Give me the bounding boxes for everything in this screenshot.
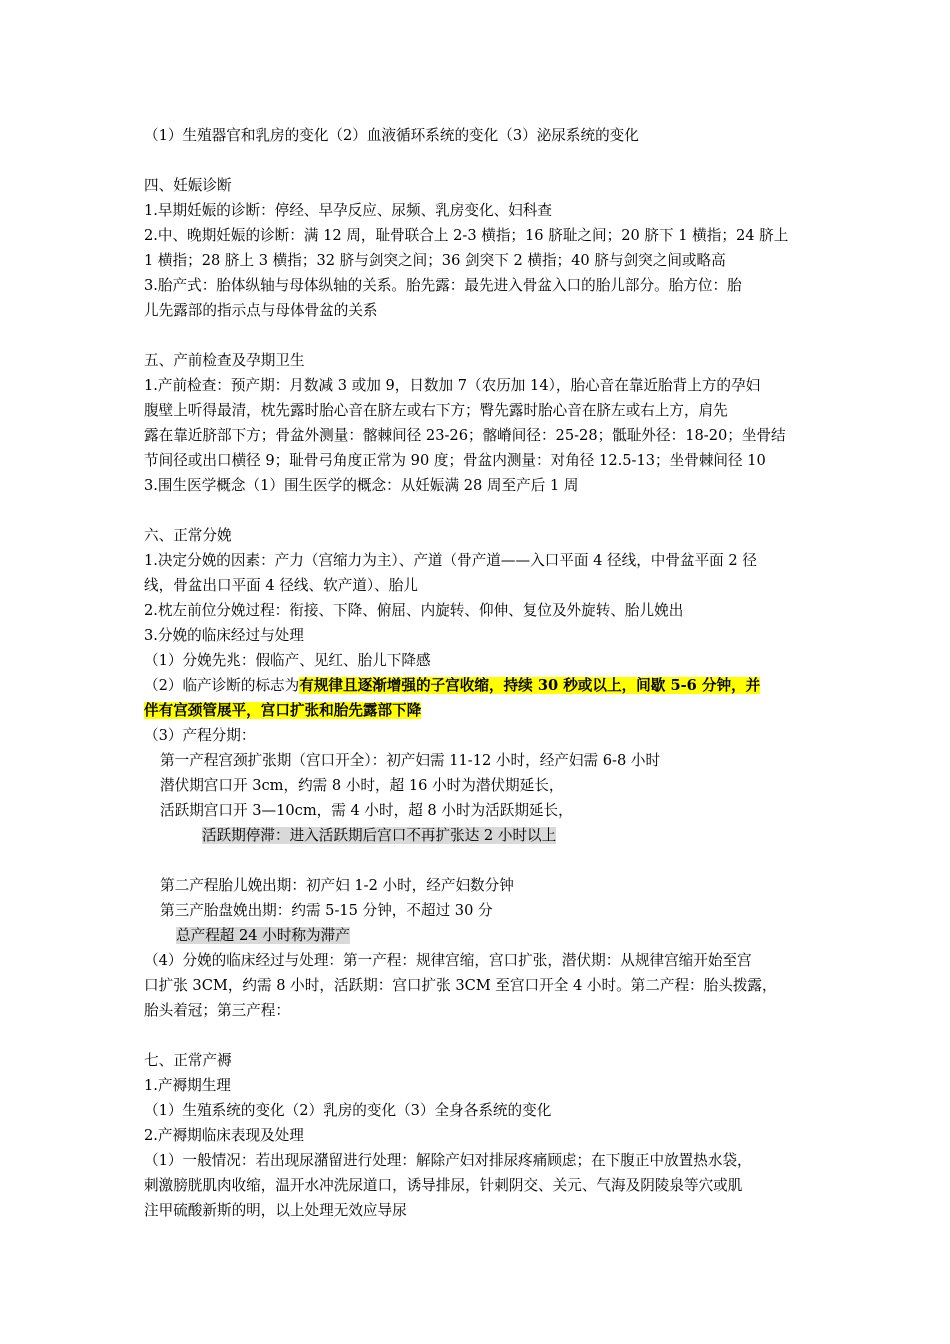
text-line: 2.枕左前位分娩过程：衔接、下降、俯屈、内旋转、仰伸、复位及外旋转、胎儿娩出 bbox=[144, 602, 684, 619]
text-line: 胎头着冠；第三产程： bbox=[144, 1002, 290, 1019]
text-line: 刺激膀胱肌肉收缩，温开水冲洗尿道口，诱导排尿，针刺阴交、关元、气海及阴陵泉等穴或肌 bbox=[144, 1177, 743, 1194]
text-line: 1.产褥期生理 bbox=[144, 1077, 231, 1094]
text-line: 2.中、晚期妊娠的诊断：满 12 周，耻骨联合上 2-3 横指；16 脐耻之间；20 脐下 1 横指；24 脐上 bbox=[144, 227, 789, 244]
section-heading: 五、产前检查及孕期卫生 bbox=[144, 352, 305, 369]
stages-title: （3）产程分期： bbox=[144, 727, 256, 744]
text-line: 3.胎产式：胎体纵轴与母体纵轴的关系。胎先露：最先进入骨盆入口的胎儿部分。胎方位：胎 bbox=[144, 277, 742, 294]
text-line: 儿先露部的指示点与母体骨盆的关系 bbox=[144, 302, 378, 319]
highlighted-text: 有规律且逐渐增强的子宫收缩，持续 30 秒或以上，间歇 5-6 分钟，并 bbox=[299, 677, 761, 694]
text-line: 2.产褥期临床表现及处理 bbox=[144, 1127, 304, 1144]
text-line: 1 横指；28 脐上 3 横指；32 脐与剑突之间；36 剑突下 2 横指；40 脐与剑突之间或略高 bbox=[144, 252, 726, 269]
section-heading: 六、正常分娩 bbox=[144, 527, 232, 544]
text-line: 注甲硫酸新斯的明，以上处理无效应导尿 bbox=[144, 1202, 407, 1219]
gray-highlighted-text: 活跃期停滞：进入活跃期后宫口不再扩张达 2 小时以上 bbox=[202, 827, 557, 844]
text-line: 节间径或出口横径 9；耻骨弓角度正常为 90 度；骨盆内测量：对角径 12.5-13；坐骨棘间径 10 bbox=[144, 452, 766, 469]
text-line: （1）分娩先兆：假临产、见红、胎儿下降感 bbox=[144, 652, 431, 669]
labor-diagnosis-line bbox=[144, 701, 421, 721]
text-line: （4）分娩的临床经过与处理：第一产程：规律宫缩，宫口扩张，潜伏期：从规律宫缩开始至宫 bbox=[144, 952, 752, 969]
active-phase-line: 活跃期宫口开 3—10cm，需 4 小时，超 8 小时为活跃期延长， bbox=[160, 802, 573, 819]
text-line: 口扩张 3CM，约需 8 小时，活跃期：宫口扩张 3CM 至宫口开全 4 小时。第二产程：胎头拨露， bbox=[144, 977, 777, 994]
text-line: 露在靠近脐部下方；骨盆外测量：髂棘间径 23-26；髂嵴间径：25-28；骶耻外径：18-20；坐骨结 bbox=[144, 427, 786, 444]
text-line: （1）生殖系统的变化（2）乳房的变化（3）全身各系统的变化 bbox=[144, 1102, 552, 1119]
text-line: 腹壁上听得最清，枕先露时胎心音在脐左或右下方；臀先露时胎心音在脐左或右上方，肩先 bbox=[144, 402, 728, 419]
section-heading: 四、妊娠诊断 bbox=[144, 177, 232, 194]
text-line: 1.决定分娩的因素：产力（宫缩力为主）、产道（骨产道——入口平面 4 径线，中骨盆平面 2 径 bbox=[144, 552, 757, 569]
latent-phase-line: 潜伏期宫口开 3cm，约需 8 小时，超 16 小时为潜伏期延长， bbox=[160, 777, 564, 794]
second-stage-line: 第二产程胎儿娩出期：初产妇 1-2 小时，经产妇数分钟 bbox=[160, 877, 514, 894]
text-line: 线，骨盆出口平面 4 径线、软产道）、胎儿 bbox=[144, 577, 418, 594]
highlighted-text: 伴有宫颈管展平，宫口扩张和胎先露部下降 bbox=[144, 702, 422, 719]
section-heading: 七、正常产褥 bbox=[144, 1052, 232, 1069]
labor-diagnosis-prefix: （2）临产诊断的标志为 bbox=[144, 677, 300, 694]
text-line: 3.围生医学概念（1）围生医学的概念：从妊娠满 28 周至产后 1 周 bbox=[144, 477, 579, 494]
text-line: （1）生殖器官和乳房的变化（2）血液循环系统的变化（3）泌尿系统的变化 bbox=[144, 127, 639, 144]
text-line: 1.早期妊娠的诊断：停经、早孕反应、尿频、乳房变化、妇科查 bbox=[144, 202, 552, 219]
third-stage-line: 第三产胎盘娩出期：约需 5-15 分钟，不超过 30 分 bbox=[160, 902, 493, 919]
text-line: 3.分娩的临床经过与处理 bbox=[144, 627, 304, 644]
active-arrest-line bbox=[202, 826, 556, 846]
first-stage-line: 第一产程宫颈扩张期（宫口开全）：初产妇需 11-12 小时，经产妇需 6-8 小时 bbox=[160, 752, 661, 769]
gray-highlighted-text: 总产程超 24 小时称为滞产 bbox=[176, 927, 350, 944]
prolonged-labor-line bbox=[176, 926, 350, 946]
text-line: 1.产前检查：预产期：月数减 3 或加 9，日数加 7（农历加 14），胎心音在靠近胎背上方的孕妇 bbox=[144, 377, 761, 394]
labor-diagnosis-line bbox=[144, 676, 760, 696]
text-line: （1）一般情况：若出现尿潴留进行处理：解除产妇对排尿疼痛顾虑；在下腹正中放置热水袋， bbox=[144, 1152, 752, 1169]
